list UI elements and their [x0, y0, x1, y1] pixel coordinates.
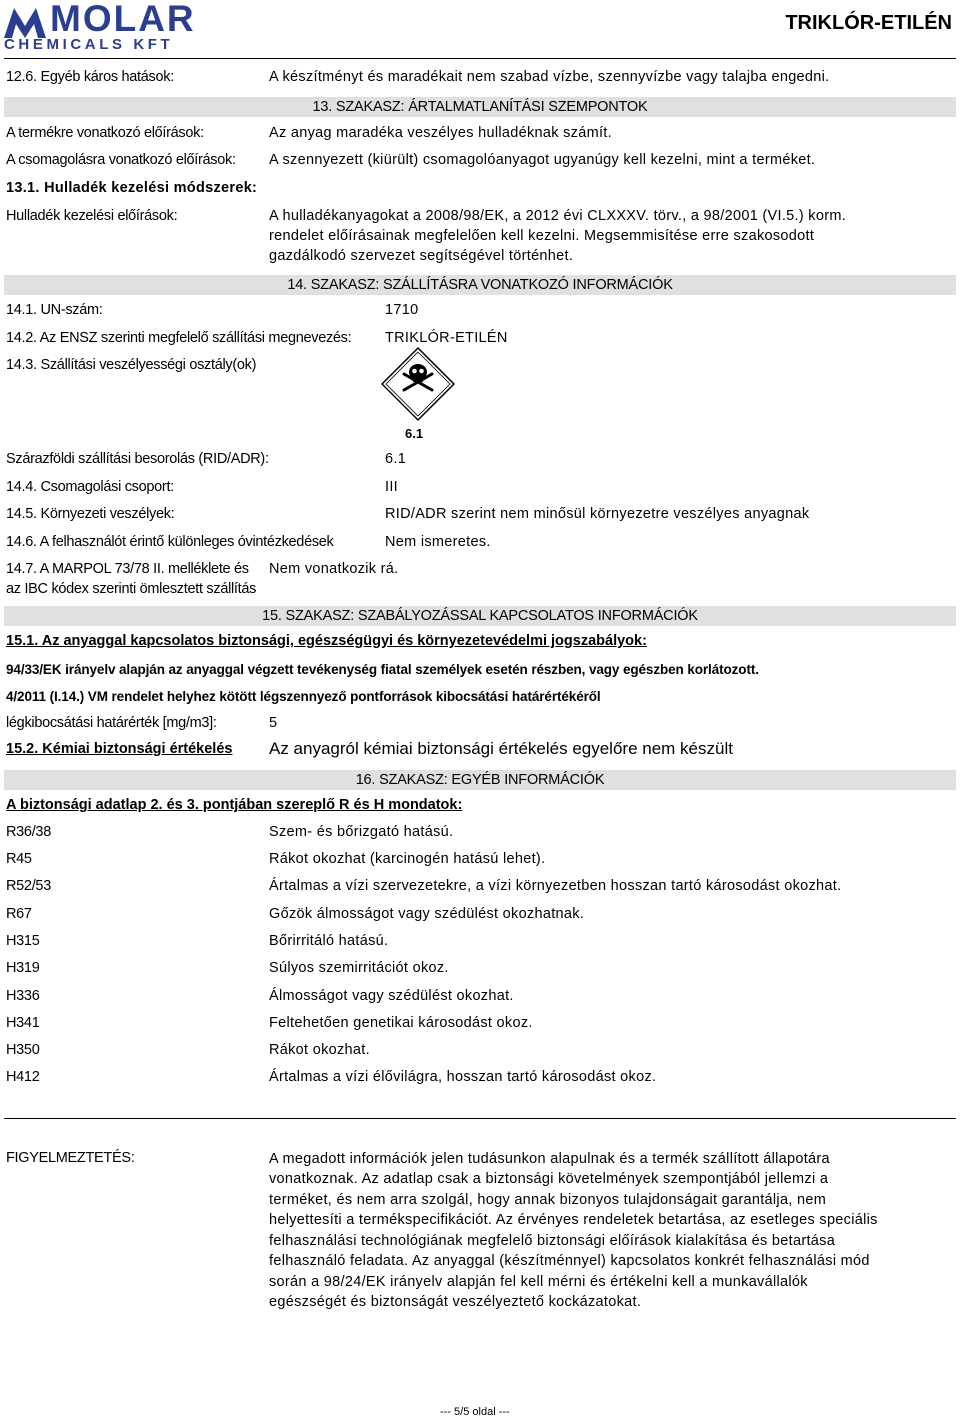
waste-line-2: rendelet előírásainak megfelelően kell kezelni. Megsemmisítése erre szakosodott	[269, 228, 815, 244]
value-road-class: 6.1	[385, 451, 407, 467]
phrase-code: R45	[6, 851, 32, 867]
header-rule	[4, 58, 956, 59]
warning-line: során a 98/24/EK irányelv alapján fel kell mérni és értékelni kell a munkavállalók	[269, 1274, 808, 1290]
phrase-text: Rákot okozhat.	[269, 1042, 370, 1058]
section-16-header: 16. SZAKASZ: EGYÉB INFORMÁCIÓK	[4, 770, 956, 790]
value-packing-group: III	[385, 479, 398, 495]
decree-text: 4/2011 (I.14.) VM rendelet helyhez kötött légszennyező pontforrások kibocsátási határértékéről	[6, 689, 601, 704]
company-logo	[4, 0, 224, 53]
logo-text-bottom: CHEMICALS KFT	[4, 36, 174, 53]
phrase-text: Rákot okozhat (karcinogén hatású lehet).	[269, 851, 546, 867]
phrase-text: Gőzök álmosságot vagy szédülést okozhatnak.	[269, 906, 585, 922]
label-marpol-2: az IBC kódex szerinti ömlesztett szállítás	[6, 581, 257, 597]
value-un-number: 1710	[385, 302, 419, 318]
phrase-text: Bőrirritáló hatású.	[269, 933, 389, 949]
phrase-code: H412	[6, 1069, 40, 1085]
phrase-text: Álmosságot vagy szédülést okozhat.	[269, 988, 514, 1004]
section-divider	[4, 1118, 956, 1119]
phrase-text: Feltehetően genetikai károsodást okoz.	[269, 1015, 533, 1031]
value-shipping-name: TRIKLÓR-ETILÉN	[385, 330, 508, 346]
phrase-text: Súlyos szemirritációt okoz.	[269, 960, 449, 976]
warning-line: A megadott információk jelen tudásunkon alapulnak és a termék szállított állapotára	[269, 1151, 830, 1167]
warning-label: FIGYELMEZTETÉS:	[6, 1150, 135, 1166]
phrase-code: H319	[6, 960, 40, 976]
page-number: --- 5/5 oldal ---	[440, 1406, 510, 1418]
value-env-hazards: RID/ADR szerint nem minősül környezetre veszélyes anyagnak	[385, 506, 810, 522]
label-product-rules: A termékre vonatkozó előírások:	[6, 125, 204, 141]
label-hazard-class: 14.3. Szállítási veszélyességi osztály(ok)	[6, 357, 257, 373]
value-emission-limit: 5	[269, 715, 278, 731]
subsection-15-2: 15.2. Kémiai biztonsági értékelés	[6, 741, 233, 757]
phrase-text: Szem- és bőrizgató hatású.	[269, 824, 454, 840]
directive-text: 94/33/EK irányelv alapján az anyaggal végzett tevékenység fiatal személyek esetén részben, vagy egészben korlátozott.	[6, 662, 759, 677]
label-packing-group: 14.4. Csomagolási csoport:	[6, 479, 174, 495]
subsection-13-1: 13.1. Hulladék kezelési módszerek:	[6, 180, 258, 196]
waste-line-3: gazdálkodó szervezet segítségével történhet.	[269, 248, 574, 264]
phrase-code: H350	[6, 1042, 40, 1058]
logo-mark-icon	[4, 4, 46, 38]
section-13-header: 13. SZAKASZ: ÁRTALMATLANÍTÁSI SZEMPONTOK	[4, 97, 956, 117]
label-12-6: 12.6. Egyéb káros hatások:	[6, 69, 174, 85]
pictogram-number: 6.1	[405, 426, 424, 441]
phrase-code: R52/53	[6, 878, 51, 894]
label-waste-rules: Hulladék kezelési előírások:	[6, 208, 178, 224]
toxic-pictogram	[380, 346, 456, 422]
label-env-hazards: 14.5. Környezeti veszélyek:	[6, 506, 175, 522]
warning-line: helyettesíti a termékspecifikációt. Az érvényes rendeletek betartása, az esetleges speciális	[269, 1212, 878, 1228]
logo-text-top: MOLAR	[50, 0, 196, 39]
phrase-code: H315	[6, 933, 40, 949]
phrase-code: R36/38	[6, 824, 51, 840]
subsection-15-1: 15.1. Az anyaggal kapcsolatos biztonsági, egészségügyi és környezetevédelmi jogszabályok:	[6, 633, 647, 649]
value-12-6: A készítményt és maradékait nem szabad vízbe, szennyvízbe vagy talajba engedni.	[269, 69, 830, 85]
section-15-header: 15. SZAKASZ: SZABÁLYOZÁSSAL KAPCSOLATOS INFORMÁCIÓK	[4, 606, 956, 626]
warning-line: felhasználási technológiának megfelelő biztonsági előírások kialakítása és betartása	[269, 1233, 836, 1249]
phrase-text: Ártalmas a vízi szervezetekre, a vízi környezetben hosszan tartó károsodást okozhat.	[269, 878, 842, 894]
label-un-number: 14.1. UN-szám:	[6, 302, 103, 318]
label-emission-limit: légkibocsátási határérték [mg/m3]:	[6, 715, 217, 731]
label-road-class: Szárazföldi szállítási besorolás (RID/ADR):	[6, 451, 269, 467]
warning-line: terméket, és nem arra szolgál, hogy annak bizonyos tulajdonságait garantálja, nem	[269, 1192, 827, 1208]
phrase-text: Ártalmas a vízi élővilágra, hosszan tartó károsodást okoz.	[269, 1069, 657, 1085]
value-chemical-safety: Az anyagról kémiai biztonsági értékelés egyelőre nem készült	[269, 739, 733, 758]
product-title: TRIKLÓR-ETILÉN	[785, 12, 952, 34]
warning-line: felhasználó feladata. Az anyaggal (készítménnyel) kapcsolatos konkrét felhasználási mód	[269, 1253, 870, 1269]
value-packaging-rules: A szennyezett (kiürült) csomagolóanyagot ugyanúgy kell kezelni, mint a terméket.	[269, 152, 816, 168]
warning-line: vonatkoznak. Az adatlap csak a biztonsági követelmények szempontjából jellemzi a	[269, 1171, 829, 1187]
waste-line-1: A hulladékanyagokat a 2008/98/EK, a 2012 évi CLXXXV. törv., a 98/2001 (VI.5.) korm.	[269, 208, 847, 224]
label-marpol-1: 14.7. A MARPOL 73/78 II. melléklete és	[6, 561, 249, 577]
phrase-code: R67	[6, 906, 32, 922]
phrases-title: A biztonsági adatlap 2. és 3. pontjában szereplő R és H mondatok:	[6, 797, 463, 813]
phrase-code: H336	[6, 988, 40, 1004]
label-user-precautions: 14.6. A felhasználót érintő különleges óvintézkedések	[6, 534, 334, 550]
value-user-precautions: Nem ismeretes.	[385, 534, 491, 550]
value-marpol: Nem vonatkozik rá.	[269, 561, 399, 577]
value-product-rules: Az anyag maradéka veszélyes hulladéknak számít.	[269, 125, 612, 141]
section-14-header: 14. SZAKASZ: SZÁLLÍTÁSRA VONATKOZÓ INFORMÁCIÓK	[4, 275, 956, 295]
phrase-code: H341	[6, 1015, 40, 1031]
warning-line: egészségét és biztonságát veszélyeztető kockázatokat.	[269, 1294, 642, 1310]
label-shipping-name: 14.2. Az ENSZ szerinti megfelelő szállítási megnevezés:	[6, 330, 352, 346]
label-packaging-rules: A csomagolásra vonatkozó előírások:	[6, 152, 236, 168]
